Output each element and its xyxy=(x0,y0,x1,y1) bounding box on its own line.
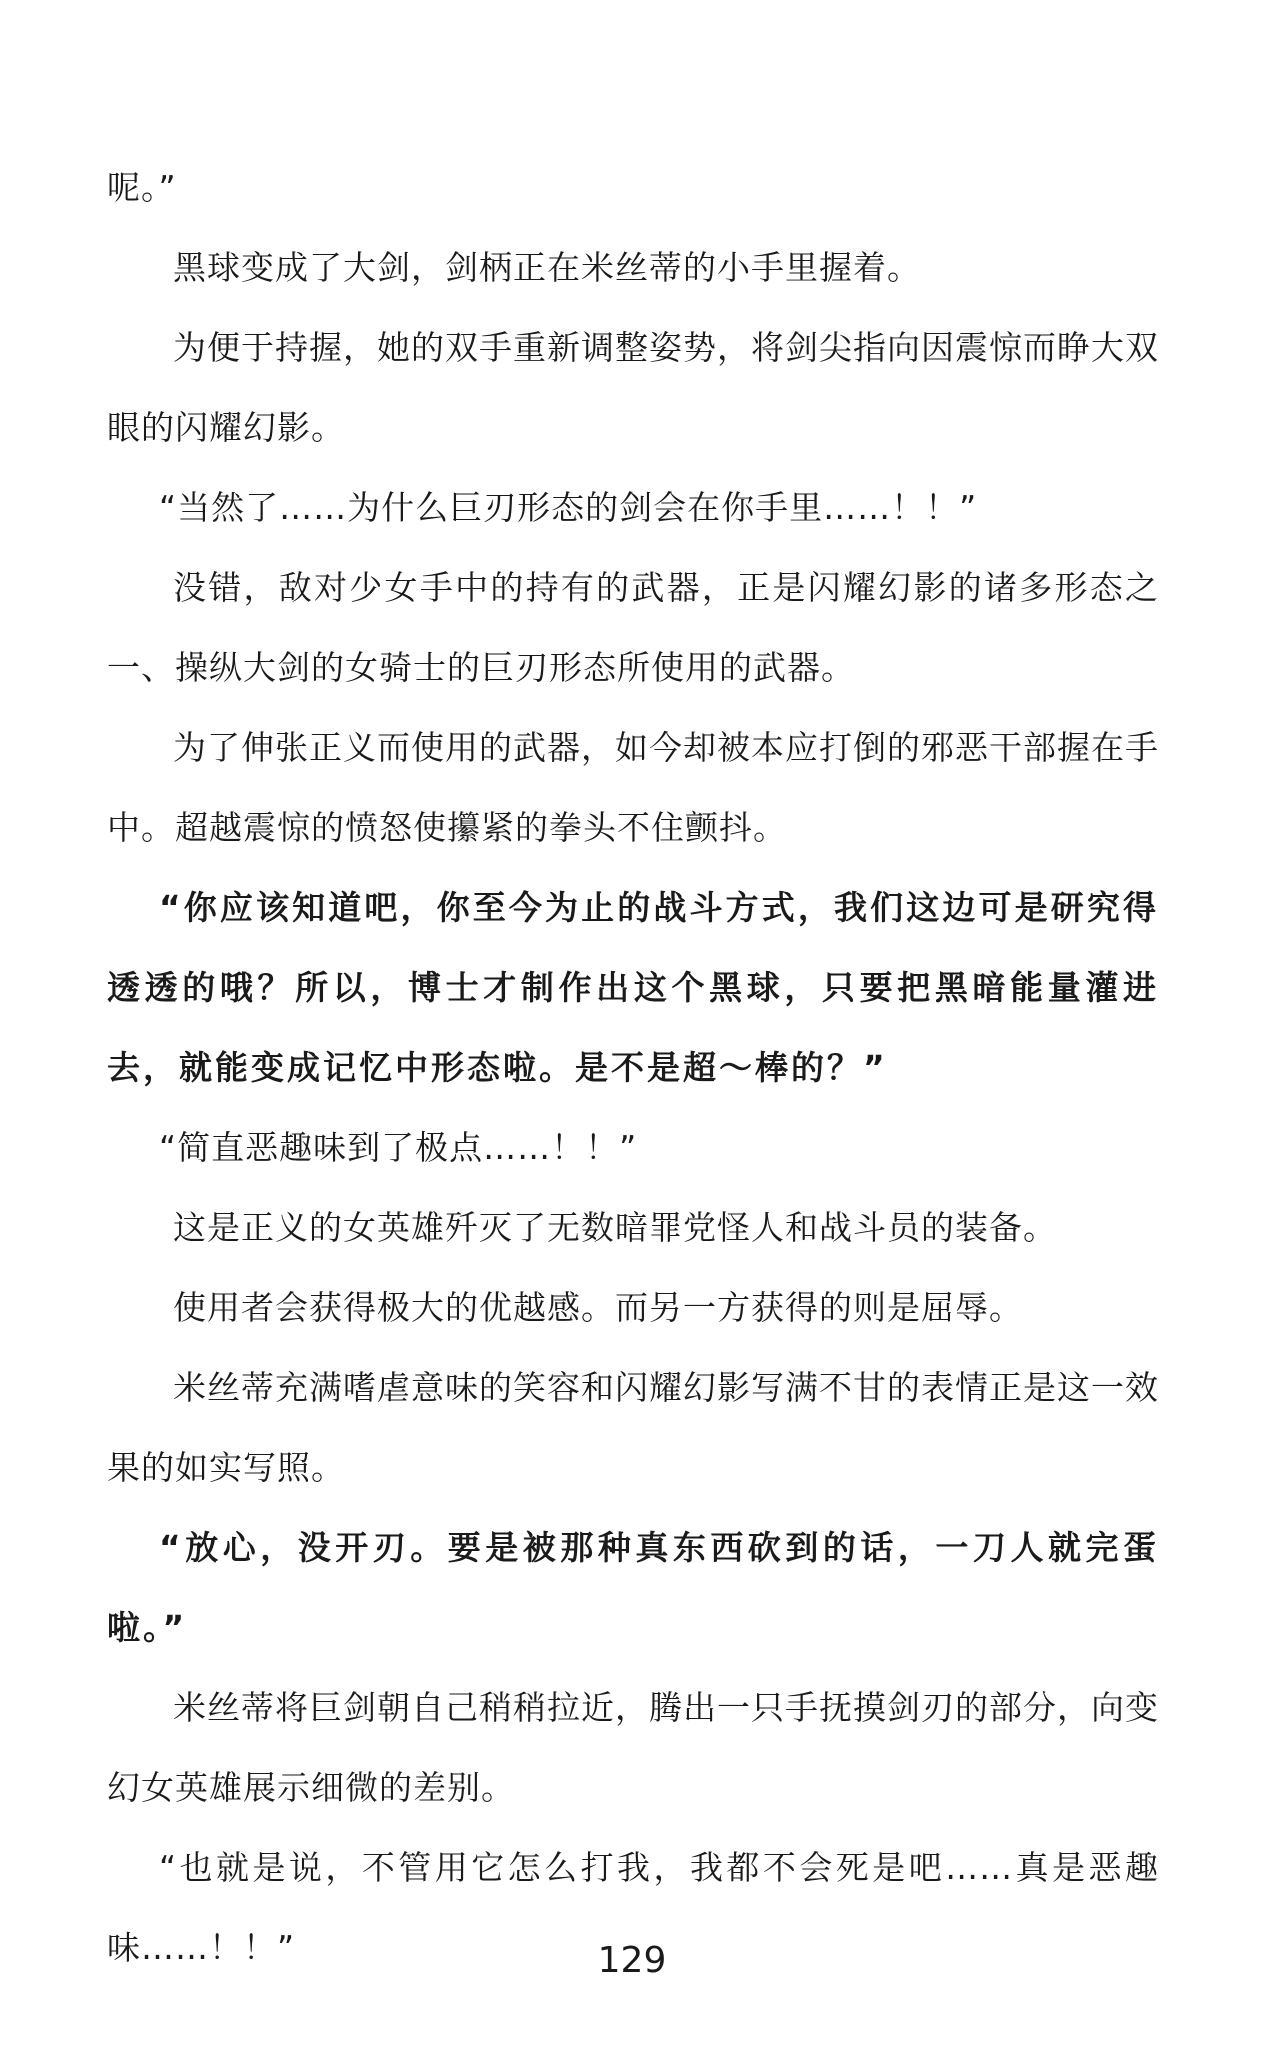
dialogue-line: “也就是说，不管用它怎么打我，我都不会死是吧……真是恶趣味……！！” xyxy=(107,1848,1159,1967)
dialogue-line-bold: “你应该知道吧，你至今为止的战斗方式，我们这边可是研究得透透的哦？所以，博士才制作出这个黑球，只要把黑暗能量灌进去，就能变成记忆中形态啦。是不是超～棒的？” xyxy=(107,888,1159,1087)
paragraph: 这是正义的女英雄歼灭了无数暗罪党怪人和战斗员的装备。 xyxy=(173,1208,1057,1247)
paragraph: 为了伸张正义而使用的武器，如今却被本应打倒的邪恶干部握在手中。超越震惊的愤怒使攥紧的拳头不住颤抖。 xyxy=(107,728,1159,847)
paragraph: 米丝蒂充满嗜虐意味的笑容和闪耀幻影写满不甘的表情正是这一效果的如实写照。 xyxy=(107,1368,1159,1487)
dialogue-line-bold: “放心，没开刃。要是被那种真东西砍到的话，一刀人就完蛋啦。” xyxy=(107,1528,1159,1647)
dialogue-line: “简直恶趣味到了极点……！！” xyxy=(159,1128,638,1167)
paragraph: 为便于持握，她的双手重新调整姿势，将剑尖指向因震惊而睁大双眼的闪耀幻影。 xyxy=(107,328,1159,447)
paragraph-continuation: 呢。” xyxy=(107,168,177,207)
paragraph: 黑球变成了大剑，剑柄正在米丝蒂的小手里握着。 xyxy=(173,248,921,287)
body-text xyxy=(107,148,1159,1988)
paragraph: 使用者会获得极大的优越感。而另一方获得的则是屈辱。 xyxy=(173,1288,1023,1327)
dialogue-line: “当然了……为什么巨刃形态的剑会在你手里……！！” xyxy=(159,488,978,527)
paragraph: 没错，敌对少女手中的持有的武器，正是闪耀幻影的诸多形态之一、操纵大剑的女骑士的巨刃形态所使用的武器。 xyxy=(107,568,1159,687)
page-number: 129 xyxy=(597,1940,667,1981)
paragraph: 米丝蒂将巨剑朝自己稍稍拉近，腾出一只手抚摸剑刃的部分，向变幻女英雄展示细微的差别。 xyxy=(107,1688,1159,1807)
